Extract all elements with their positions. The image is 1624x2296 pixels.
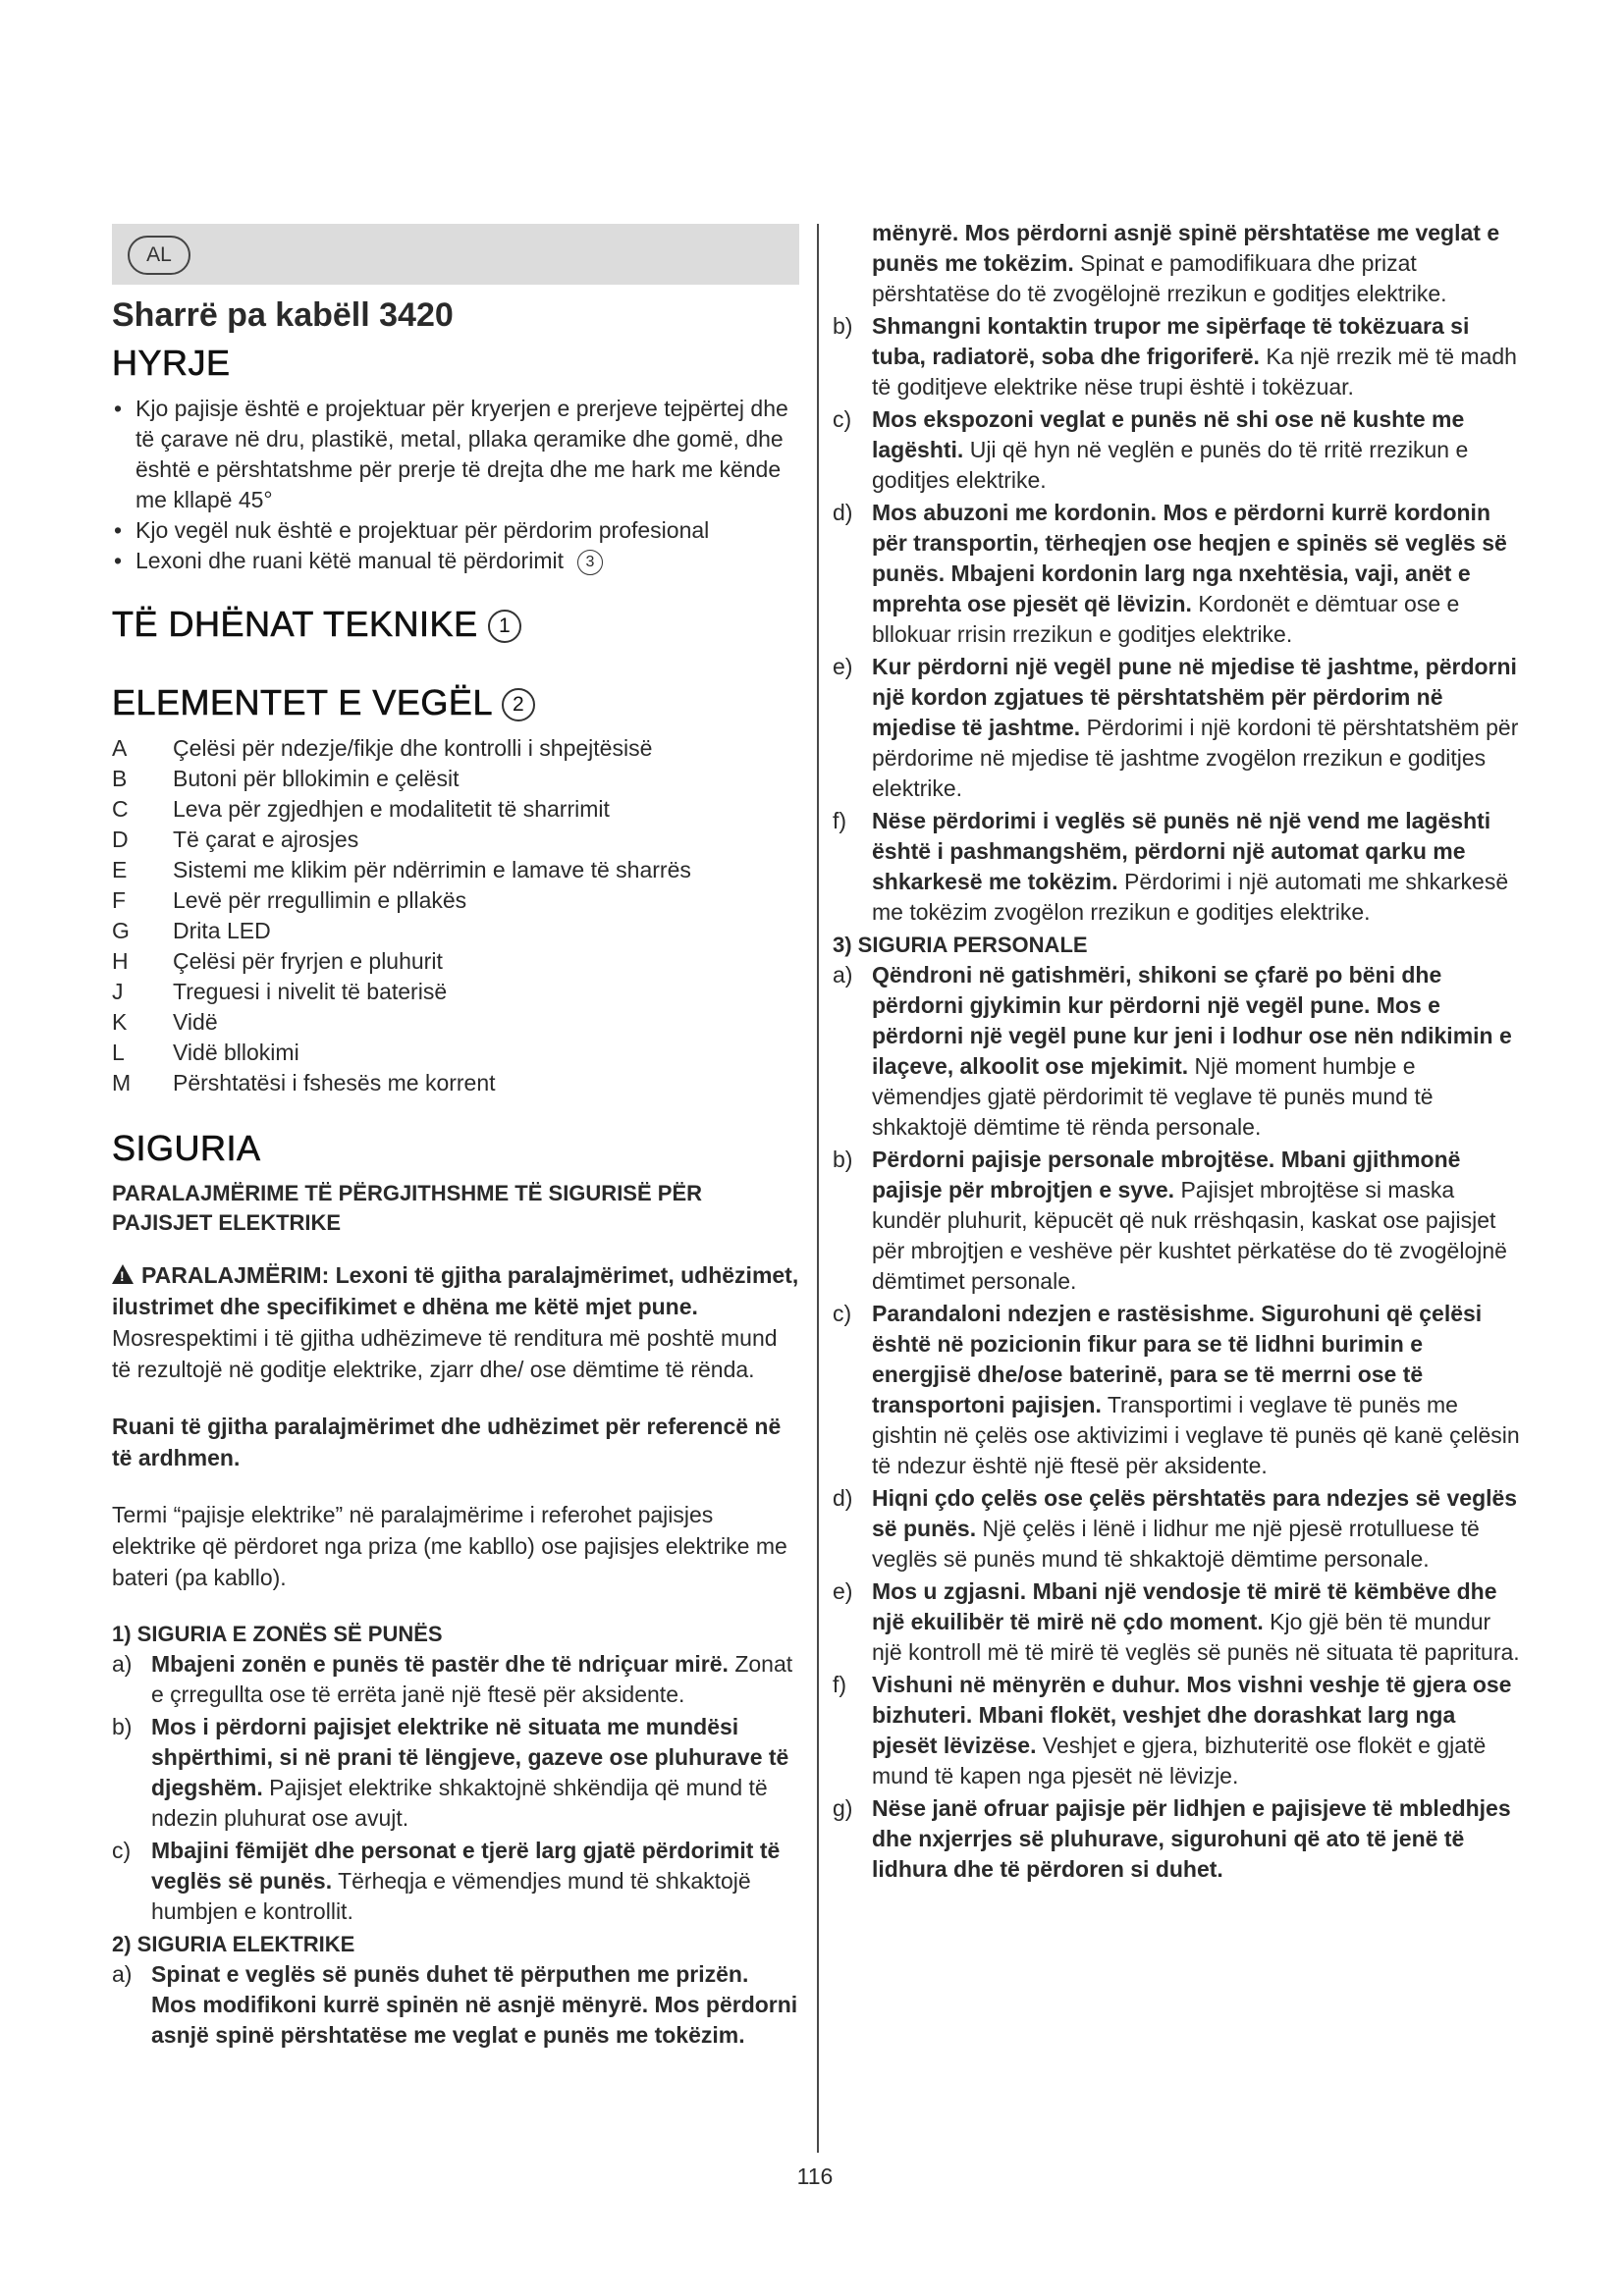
list-item: d) Mos abuzoni me kordonin. Mos e përdorni kurrë kordonin për transportin, tërheqjen ose heqjen e spinës së veglës së punës. Mbajeni kordonin larg nga nxehtësia, vaji, anët e mprehta ose pjesët që lëvizin. Kordonët e dëmtuar ose e bllokuar rrisin rrezikun e goditjes elektrike. (833, 500, 1507, 647)
part-item: K Vidë (112, 1009, 218, 1035)
figure-ref-badge: 2 (502, 688, 535, 721)
left-column (112, 224, 799, 2048)
list-item: c) Mos ekspozoni veglat e punës në shi ose në kushte me lagështi. Uji që hyn në veglën e punës do të rritë rrezikun e goditjes elektrike. (833, 406, 1469, 493)
figure-ref-badge: 3 (577, 550, 603, 575)
part-item: A Çelësi për ndezje/fikje dhe kontrolli i shpejtësisë (112, 735, 653, 761)
term-definition-paragraph: Termi “pajisje elektrike” në paralajmërime i referohet pajisjes elektrike që përdoret nga priza (me kabllo) ose pajisjes elektrike me bateri (pa kabllo). (112, 1502, 787, 1590)
page-number: 116 (796, 2163, 834, 2189)
part-item: H Çelësi për fryrjen e pluhurit (112, 948, 443, 974)
list-item: b) Përdorni pajisje personale mbrojtëse. Mbani gjithmonë pajisje për mbrojtjen e syve. Pajisjet mbrojtëse si maska kundër pluhurit, këpucët që nuk rrëshqasin, kaskat ose pajisjet për mbrojtjen e veshëve për kushtet përkatëse do të zvogëlojnë dëmtimet personale. (833, 1147, 1507, 1294)
language-badge: AL (128, 236, 190, 275)
list-item: e) Mos u zgjasni. Mbani një vendosje të mirë të këmbëve dhe një ekuilibër të mirë në çdo moment. Kjo gjë bën të mundur një kontroll më të mirë të veglës së punës në situata të papritura. (833, 1578, 1520, 1665)
intro-bullets (112, 394, 799, 576)
part-item: M Përshtatësi i fshesës me korrent (112, 1070, 496, 1095)
safety-heading: SIGURIA (112, 1128, 261, 1168)
part-item: E Sistemi me klikim për ndërrimin e lamave të sharrës (112, 857, 691, 882)
list-item: a) Spinat e veglës së punës duhet të përputhen me prizën. Mos modifikoni kurrë spinën në asnjë mënyrë. Mos përdorni asnjë spinë përshtatëse me veglat e punës me tokëzim. (112, 1961, 798, 2048)
list-item: c) Parandaloni ndezjen e rastësishme. Sigurohuni që çelësi është në pozicionin fikur para se të lidhni burimin e energjisë dhe/ose baterinë, para se të merrni ose të transportoni pajisjen. Transportimi i veglave të punës me gishtin në çelës ose aktivizimi i veglave të punës që kanë çelësin të ndezur është një ftesë për aksidente. (833, 1301, 1520, 1478)
part-item: F Levë për rregullimin e pllakës (112, 887, 467, 913)
part-item: J Treguesi i nivelit të baterisë (112, 979, 448, 1004)
electrical-item-a-head: Spinat e veglës së punës duhet të përputhen me prizën. Mos modifikoni kurrë spinën në asnjë mënyrë. Mos përdorni asnjë spinë përshtatëse me veglat e punës me tokëzim. (151, 1961, 798, 2048)
list-item: f) Vishuni në mënyrën e duhur. Mos vishni veshje të gjera ose bizhuteri. Mbani flokët, veshjet dhe dorashkat larg nga pjesët lëvizëse. Veshjet e gjera, bizhuteritë ose flokët e gjatë mund të kapen nga pjesët në lëvizje. (833, 1672, 1512, 1789)
tech-data-heading: TË DHËNAT TEKNIKE 1 (112, 604, 799, 645)
list-item-continued: mënyrë. Mos përdorni asnjë spinë përshtatëse me veglat e punës me tokëzim. Spinat e pamodifikuara dhe prizat përshtatëse do të zvogëlojnë rrezikun e goditjes elektrike. (872, 220, 1500, 306)
list-item: • Kjo pajisje është e projektuar për kryerjen e prerjeve tejpërtej dhe të çarave në dru, plastikë, metal, pllaka qeramike dhe gomë, dhe është e përshtatshme për prerje të drejta dhe me hark me kënde me kllapë 45° (114, 396, 788, 512)
warning-triangle-icon (112, 1264, 134, 1284)
list-item: a) Mbajeni zonën e punës të pastër dhe të ndriçuar mirë. Zonat e çrregullta ose të errëta janë një ftesë për aksidente. (112, 1651, 793, 1707)
parts-list (112, 733, 799, 1098)
list-item: • Kjo vegël nuk është e projektuar për përdorim profesional (114, 517, 710, 543)
list-item: e) Kur përdorni një vegël pune në mjedise të jashtme, përdorni një kordon zgjatues të përshtatshëm për përdorim në mjedise të jashtme. Përdorimi i një kordoni të përshtatshëm për përdorime në mjedise të jashtme zvogëlon rrezikun e goditjes elektrike. (833, 654, 1519, 801)
general-safety-subheading: PARALAJMËRIME TË PËRGJITHSHME TË SIGURISË PËR PAJISJET ELEKTRIKE (112, 1181, 703, 1235)
list-item: f) Nëse përdorimi i veglës së punës në një vend me lagështi është i pashmangshëm, përdorni një automat qarku me shkarkesë me tokëzim. Përdorimi i një automati me shkarkesë me tokëzim zvogëlon rrezikun e goditjes elektrike. (833, 808, 1509, 925)
language-bar (112, 224, 799, 285)
list-item: b) Shmangni kontaktin trupor me sipërfaqe të tokëzuara si tuba, radiatorë, soba dhe frigoriferë. Ka një rrezik më të madh të goditjeve elektrike nëse trupi është i tokëzuar. (833, 313, 1517, 400)
part-item: D Të çarat e ajrosjes (112, 827, 359, 852)
list-item: c) Mbajini fëmijët dhe personat e tjerë larg gjatë përdorimit të veglës së punës. Tërheqja e vëmendjes mund të shkaktojë humbjen e kontrollit. (112, 1838, 781, 1924)
keep-instructions-paragraph: Ruani të gjitha paralajmërimet dhe udhëzimet për referencë në të ardhmen. (112, 1414, 782, 1470)
list-item: g) Nëse janë ofruar pajisje për lidhjen e pajisjeve të mbledhjes dhe nxjerrjes së pluhurave, sigurohuni që ato të jenë të lidhura dhe të përdoren si duhet. (833, 1795, 1511, 1882)
elements-heading: ELEMENTET E VEGËL 2 (112, 682, 799, 723)
part-item: G Drita LED (112, 918, 271, 943)
electrical-heading: 2) SIGURIA ELEKTRIKE (112, 1932, 355, 1956)
part-item: C Leva për zgjedhjen e modalitetit të sharrimit (112, 796, 610, 822)
figure-ref-badge: 1 (488, 610, 521, 643)
column-divider (817, 224, 819, 2153)
list-item: • Lexoni dhe ruani këtë manual të përdorimit 3 (112, 546, 799, 576)
right-column (833, 218, 1520, 1887)
personal-safety-heading: 3) SIGURIA PERSONALE (833, 933, 1088, 957)
list-item: b) Mos i përdorni pajisjet elektrike në situata me mundësi shpërthimi, si në prani të lëngjeve, gazeve ose pluhurave të djegshëm. Pajisjet elektrike shkaktojnë shkëndija që mund të ndezin pluhurat ose avujt. (112, 1714, 789, 1831)
list-item: a) Qëndroni në gatishmëri, shikoni se çfarë po bëni dhe përdorni gjykimin kur përdorni një vegël pune. Mos e përdorni një vegël pune kur jeni i lodhur ose nën ndikimin e ilaçeve, alkoolit ose mjekimit. Një moment humbje e vëmendjes gjatë përdorimit të veglave të punës mund të shkaktojë dëmtime të rënda personale. (833, 962, 1512, 1140)
document-title: Sharrë pa kabëll 3420 (112, 296, 454, 334)
part-item: B Butoni për bllokimin e çelësit (112, 766, 460, 791)
intro-heading: HYRJE (112, 343, 231, 383)
part-item: L Vidë bllokimi (112, 1040, 299, 1065)
list-item: d) Hiqni çdo çelës ose çelës përshtatës para ndezjes së veglës së punës. Një çelës i lënë i lidhur me një pjesë rrotulluese të veglës së punës mund të shkaktojë dëmtime personale. (833, 1485, 1518, 1572)
warning-paragraph: !PARALAJMËRIM: Lexoni të gjitha paralajmërimet, udhëzimet, ilustrimet dhe specifikimet e dhëna me këtë mjet pune. Mosrespektimi i të gjitha udhëzimeve të renditura më poshtë mund të rezultojë në goditje elektrike, zjarr dhe/ ose dëmtime të rënda. (112, 1259, 799, 1385)
work-area-heading: 1) SIGURIA E ZONËS SË PUNËS (112, 1622, 443, 1646)
